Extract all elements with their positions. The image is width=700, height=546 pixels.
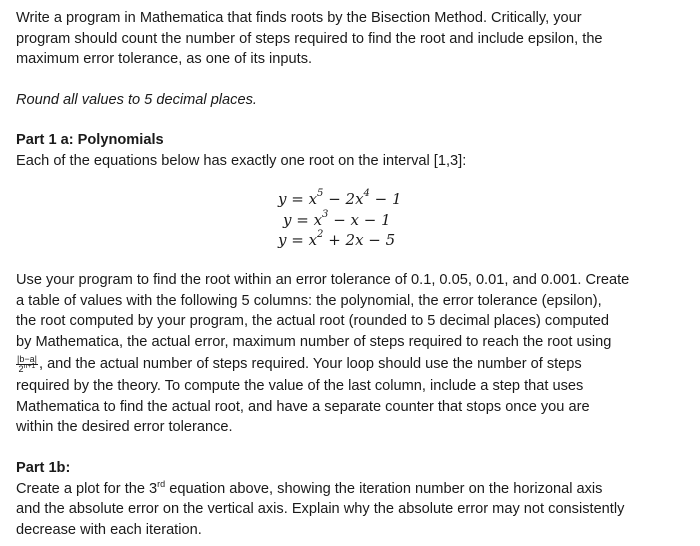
part1a-heading: Part 1 a: Polynomials	[16, 132, 164, 148]
part1a-line-2: a table of values with the following 5 columns: the polynomial, the error tolerance (epsilon),	[16, 292, 602, 309]
part1a-line-3: the root computed by your program, the actual root (rounded to 5 decimal places) computed	[16, 313, 609, 329]
equation-1-exp2: 4	[363, 188, 370, 199]
error-bound-fraction	[16, 355, 38, 374]
equation-3-prefix: y = x	[278, 231, 318, 249]
intro-paragraph	[16, 8, 686, 70]
equation-1-suffix: − 1	[369, 190, 402, 208]
part1b-line-1-a: Create a plot for the 3	[16, 480, 158, 497]
part1a-line-1: Use your program to find the root within an error tolerance of 0.1, 0.05, 0.01, and 0.001. Create	[16, 272, 630, 288]
equation-1	[278, 189, 402, 209]
equation-3-exp1: 2	[317, 229, 324, 240]
part1a-paragraph	[16, 270, 686, 438]
part1a-line-7: Mathematica to find the actual root, and have a separate counter that stops once you are	[16, 398, 590, 415]
equation-2-prefix: y = x	[283, 211, 323, 229]
denominator-exponent: n+1	[23, 362, 36, 370]
part1b-line-3: decrease with each iteration.	[16, 521, 202, 538]
fraction-denominator	[16, 362, 38, 374]
part1a-line-4: by Mathematica, the actual error, maximum number of steps required to reach the root using	[16, 333, 612, 350]
part1a-line-5-rest: and the actual number of steps required. Your loop should use the number of steps	[43, 356, 582, 372]
rounding-note	[16, 90, 686, 111]
part1a-header	[16, 130, 686, 171]
equation-2	[283, 210, 391, 230]
part1b-line-1-b: equation above, showing the iteration number on the horizonal axis	[165, 480, 603, 497]
part1a-line-5	[16, 352, 686, 376]
part1b-line-1	[16, 479, 686, 500]
equation-3	[278, 230, 395, 250]
equation-1-exp1: 5	[317, 188, 324, 199]
ordinal-suffix: rd	[157, 478, 166, 489]
equation-3-mid: + 2x − 5	[323, 231, 396, 249]
equation-1-mid: − 2x	[323, 190, 364, 208]
fraction-numerator: |b−a|	[17, 353, 37, 364]
fraction-comma: ,	[38, 356, 44, 372]
intro-line-1: Write a program in Mathematica that finds roots by the Bisection Method. Critically, your	[16, 10, 582, 26]
equation-2-exp1: 3	[322, 209, 329, 220]
part1a-line-6: required by the theory. To compute the value of the last column, include a step that uses	[16, 378, 584, 394]
rounding-note-text: Round all values to 5 decimal places.	[16, 92, 257, 108]
part1b-line-2: and the absolute error on the vertical axis. Explain why the absolute error may not consistently	[16, 501, 625, 517]
denominator-base: 2	[18, 363, 24, 374]
intro-line-3: maximum error tolerance, as one of its inputs.	[16, 51, 313, 67]
part1b-section	[16, 458, 686, 540]
equation-1-prefix: y = x	[278, 190, 318, 208]
part1b-heading: Part 1b:	[16, 460, 71, 476]
equation-2-mid: − x − 1	[328, 211, 391, 229]
intro-line-2: program should count the number of steps required to find the root and include epsilon, the	[16, 30, 603, 47]
part1a-line-8: within the desired error tolerance.	[16, 419, 233, 435]
part1a-description: Each of the equations below has exactly one root on the interval [1,3]:	[16, 152, 467, 169]
